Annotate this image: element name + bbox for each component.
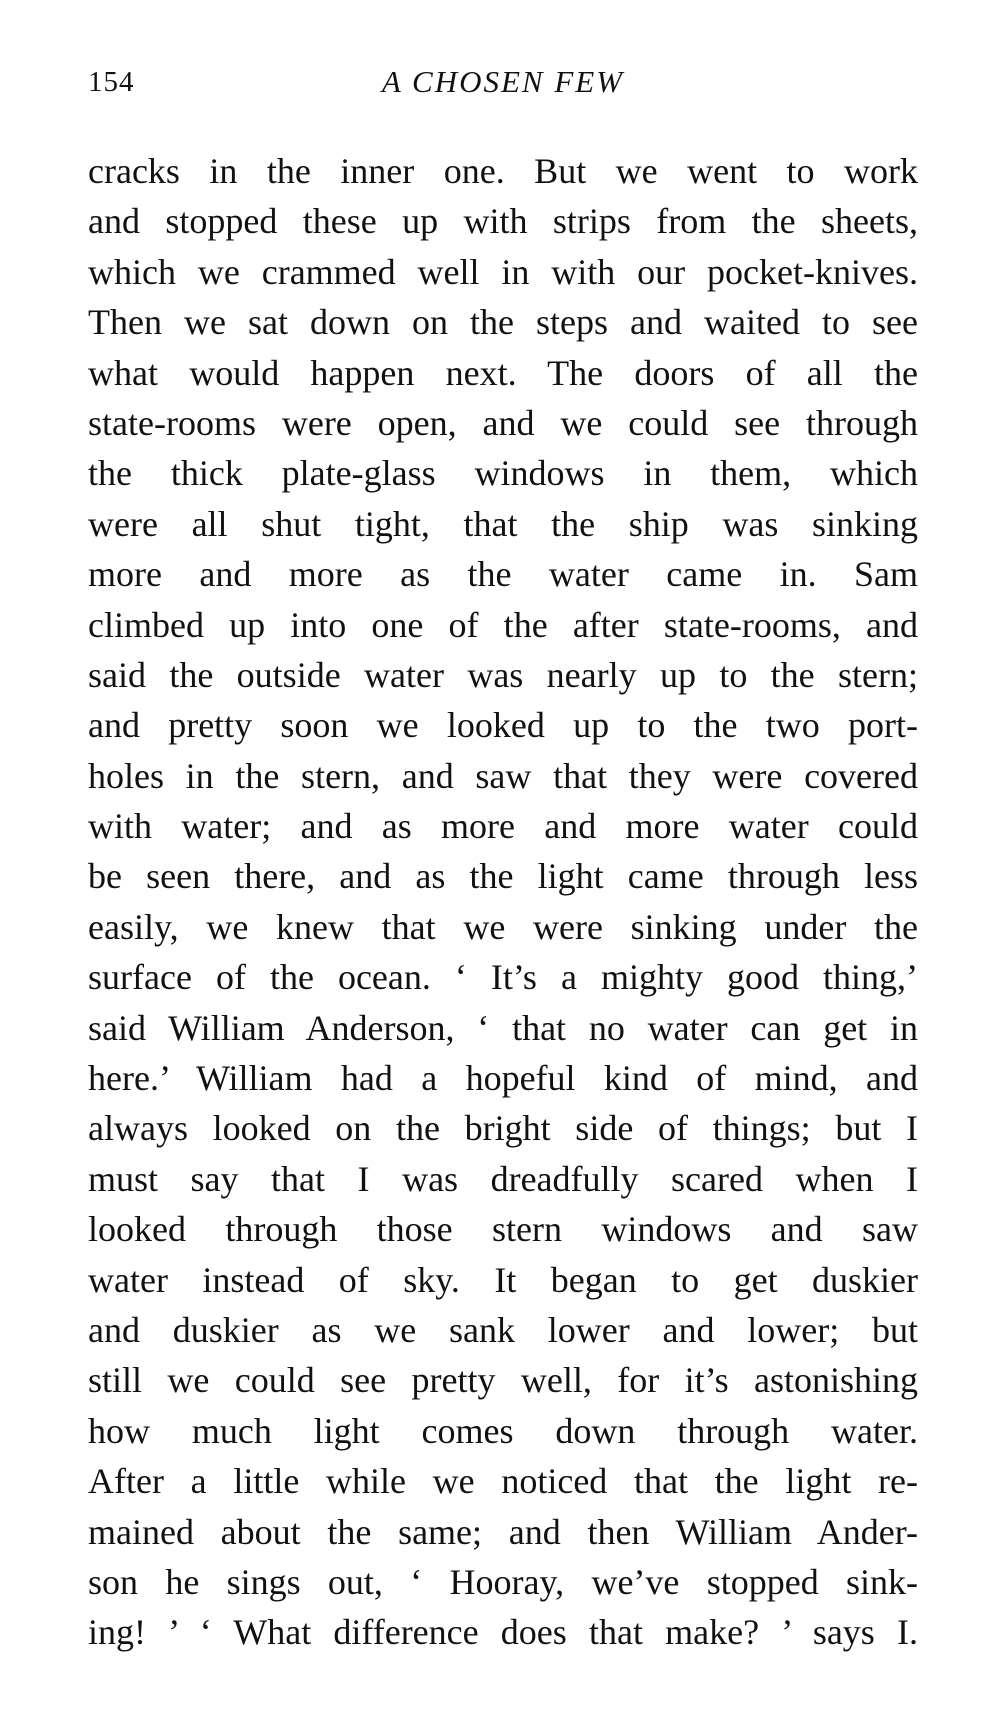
- text-line: said the outside water was nearly up to the stern;: [88, 654, 918, 695]
- running-title: A CHOSEN FEW: [381, 64, 625, 99]
- text-line: what would happen next. The doors of all the: [88, 352, 918, 393]
- running-head: [88, 62, 918, 102]
- text-line: more and more as the water came in. Sam: [88, 554, 918, 595]
- text-line: here.’ William had a hopeful kind of mind, and: [88, 1058, 918, 1099]
- text-line: how much light comes down through water.: [88, 1410, 918, 1451]
- text-line: holes in the stern, and saw that they were covered: [88, 755, 918, 796]
- text-line: be seen there, and as the light came through less: [88, 856, 918, 897]
- text-line: water instead of sky. It began to get duskier: [88, 1259, 918, 1300]
- text-line: and pretty soon we looked up to the two port-: [88, 705, 918, 746]
- text-line: said William Anderson, ‘ that no water can get in: [88, 1007, 918, 1048]
- text-line: and duskier as we sank lower and lower; but: [88, 1309, 918, 1350]
- text-line: and stopped these up with strips from the sheets,: [88, 201, 918, 242]
- text-line: mained about the same; and then William Ander-: [88, 1511, 918, 1552]
- text-line: looked through those stern windows and saw: [88, 1209, 918, 1250]
- text-line: which we crammed well in with our pocket-knives.: [88, 251, 918, 292]
- text-line: easily, we knew that we were sinking under the: [88, 906, 918, 947]
- text-line: cracks in the inner one. But we went to work: [88, 151, 918, 191]
- text-line: always looked on the bright side of things; but I: [88, 1108, 918, 1149]
- text-line: the thick plate-glass windows in them, which: [88, 453, 918, 494]
- text-line: ing! ’ ‘ What difference does that make? ’ says I.: [88, 1612, 918, 1653]
- text-line: son he sings out, ‘ Hooray, we’ve stopped sink-: [88, 1561, 918, 1602]
- text-line: were all shut tight, that the ship was sinking: [88, 503, 918, 544]
- text-line: surface of the ocean. ‘ It’s a mighty good thing,’: [88, 957, 918, 998]
- text-line: state-rooms were open, and we could see through: [88, 402, 918, 443]
- body-text: [88, 146, 918, 1658]
- text-line: still we could see pretty well, for it’s astonishing: [88, 1360, 918, 1401]
- text-line: After a little while we noticed that the light re-: [88, 1461, 918, 1502]
- text-line: must say that I was dreadfully scared when I: [88, 1158, 918, 1199]
- text-line: Then we sat down on the steps and waited to see: [88, 302, 918, 343]
- text-line: with water; and as more and more water could: [88, 806, 918, 847]
- page-number: 154: [88, 66, 135, 98]
- text-line: climbed up into one of the after state-rooms, and: [88, 604, 918, 645]
